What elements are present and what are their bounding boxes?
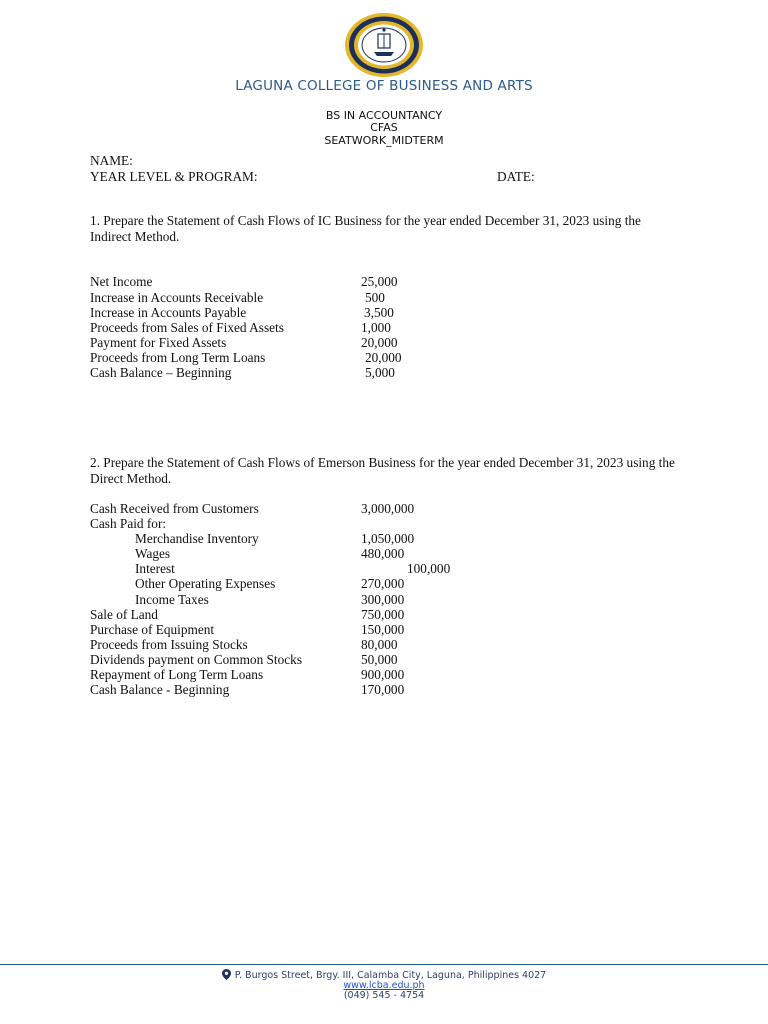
p2-item-value: 900,000 <box>361 667 405 682</box>
p2-item-label: Merchandise Inventory <box>135 531 259 546</box>
year-level-field-label: YEAR LEVEL & PROGRAM: <box>90 169 258 184</box>
p2-item-value: 300,000 <box>361 592 405 607</box>
p2-item-label: Dividends payment on Common Stocks <box>90 652 303 667</box>
p1-item-label: Proceeds from Long Term Loans <box>90 350 266 365</box>
p1-item-label: Cash Balance – Beginning <box>90 365 232 380</box>
p1-item-value: 1,000 <box>361 320 391 335</box>
footer-divider <box>0 964 768 965</box>
p2-item-value: 270,000 <box>361 576 405 591</box>
p2-item-label: Sale of Land <box>90 607 158 622</box>
website-link[interactable]: www.lcba.edu.ph <box>343 980 425 991</box>
date-field-label: DATE: <box>497 169 535 184</box>
p2-item-label: Repayment of Long Term Loans <box>90 667 264 682</box>
footer-address-text: P. Burgos Street, Brgy. III, Calamba City, Laguna, Philippines 4027 <box>234 970 547 981</box>
p2-item-value: 170,000 <box>361 682 405 697</box>
p2-item-label: Income Taxes <box>135 592 209 607</box>
p2-item-value: 50,000 <box>361 652 398 667</box>
footer-phone: (049) 545 - 4754 <box>343 990 425 1001</box>
p2-item-value: 150,000 <box>361 622 405 637</box>
course-code: CFAS <box>370 121 398 134</box>
college-name: LAGUNA COLLEGE OF BUSINESS AND ARTS <box>235 78 533 94</box>
p1-item-value: 25,000 <box>361 274 398 289</box>
p1-item-value: 3,500 <box>364 305 394 320</box>
p2-item-label: Wages <box>135 546 171 561</box>
p2-item-label: Cash Balance - Beginning <box>90 682 230 697</box>
p1-item-value: 20,000 <box>365 350 402 365</box>
p2-item-value: 1,050,000 <box>361 531 415 546</box>
p1-item-label: Proceeds from Sales of Fixed Assets <box>90 320 284 335</box>
p1-item-label: Increase in Accounts Payable <box>90 305 247 320</box>
p2-item-label: Interest <box>135 561 175 576</box>
location-pin-icon <box>222 969 231 980</box>
p2-item-label: Cash Received from Customers <box>90 501 259 516</box>
p1-item-value: 20,000 <box>361 335 398 350</box>
p2-item-label: Other Operating Expenses <box>135 576 276 591</box>
problem-1-instructions: 1. Prepare the Statement of Cash Flows of IC Business for the year ended December 31, 2023 using the Indirect Method. <box>90 213 641 244</box>
name-field-label: NAME: <box>90 153 133 168</box>
p2-item-label: Cash Paid for: <box>90 516 167 531</box>
p1-item-label: Net Income <box>90 274 153 289</box>
p2-item-label: Proceeds from Issuing Stocks <box>90 637 248 652</box>
p1-item-label: Increase in Accounts Receivable <box>90 290 264 305</box>
p1-item-label: Payment for Fixed Assets <box>90 335 227 350</box>
p2-item-value: 3,000,000 <box>361 501 415 516</box>
p1-item-value: 500 <box>365 290 385 305</box>
p2-item-value: 100,000 <box>407 561 451 576</box>
p1-item-value: 5,000 <box>365 365 395 380</box>
p2-item-label: Purchase of Equipment <box>90 622 215 637</box>
p2-item-value: 750,000 <box>361 607 405 622</box>
program-name: BS IN ACCOUNTANCY <box>325 109 443 122</box>
p2-item-value: 480,000 <box>361 546 405 561</box>
problem-2-instructions: 2. Prepare the Statement of Cash Flows of Emerson Business for the year ended December 31, 2023 using the Direct Method. <box>90 455 675 486</box>
college-seal-logo <box>344 12 424 78</box>
p2-item-value: 80,000 <box>361 637 398 652</box>
activity-title: SEATWORK_MIDTERM <box>324 134 444 147</box>
